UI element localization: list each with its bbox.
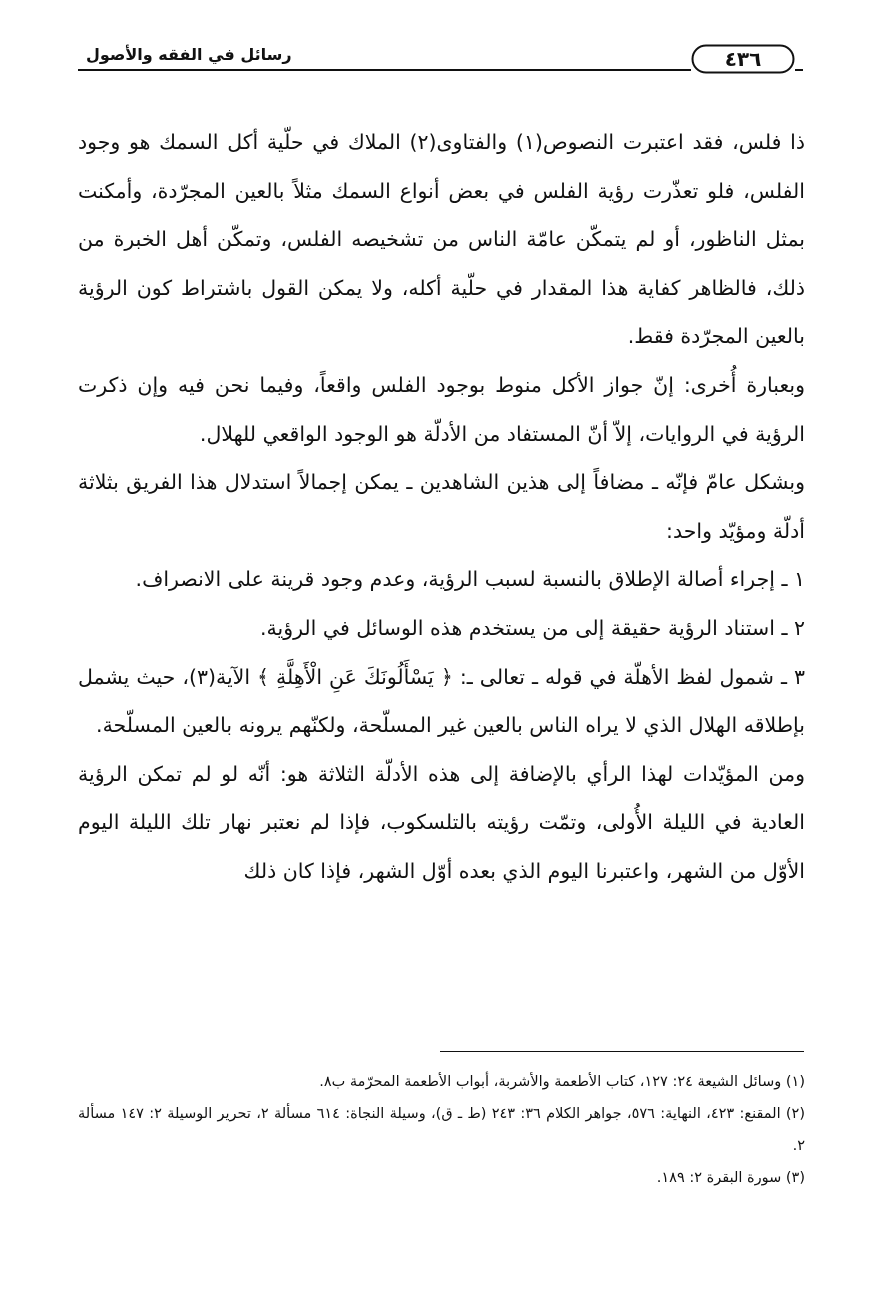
paragraph: ذا فلس، فقد اعتبرت النصوص(١) والفتاوى(٢) الملاك في حلّية أكل السمك هو وجود الفلس، فلو تعذّرت رؤية الفلس في بعض أنواع السمك مثلاً بالعين المجرّدة، وأمكنت بمثل الناظور، أو لم يتمكّن عامّة الناس من تشخيصه الفلس، وتمكّن أهل الخبرة من ذلك، فالظاهر كفاية هذا المقدار في حلّية أكله، ولا يمكن القول باشتراط كون الرؤية بالعين المجرّدة فقط. [78,130,805,349]
footnote-separator [440,1051,804,1052]
running-title: رسائل في الفقه والأصول [80,44,298,66]
page-number-badge [691,44,795,74]
main-text [78,118,805,896]
footnote: (٣) سورة البقرة ٢: ١٨٩. [656,1170,805,1186]
paragraph: وبشكل عامّ فإنّه ـ مضافاً إلى هذين الشاهدين ـ يمكن إجمالاً استدلال هذا الفريق بثلاثة أدلّة ومؤيّد واحد: [78,470,805,543]
paragraph: ومن المؤيّدات لهذا الرأي بالإضافة إلى هذه الأدلّة الثلاثة هو: أنّه لو لم تمكن الرؤية العادية في الليلة الأُولى، وتمّت رؤيته بالتلسكوب، فإذا لم نعتبر نهار تلك الليلة اليوم الأوّل من الشهر، واعتبرنا اليوم الذي بعده أوّل الشهر، فإذا كان ذلك [78,761,805,883]
list-item-1: ١ ـ إجراء أصالة الإطلاق بالنسبة لسبب الرؤية، وعدم وجود قرينة على الانصراف. [135,567,805,592]
footnote: (٢) المقنع: ٤٢٣، النهاية: ٥٧٦، جواهر الكلام ٣٦: ٢٤٣ (ط ـ ق)، وسيلة النجاة: ٦١٤ مسألة ٢، تحرير الوسيلة ٢: ١٤٧ مسألة ٢. [78,1106,806,1154]
list-item-2: ٢ ـ استناد الرؤية حقيقة إلى من يستخدم هذه الوسائل في الرؤية. [260,615,805,640]
list-item-3: ٣ ـ شمول لفظ الأهلّة في قوله ـ تعالى ـ: ﴿ يَسْأَلُونَكَ عَنِ الْأَهِلَّةِ ﴾ الآية(٣)، حيث يشمل بإطلاقه الهلال الذي لا يراه الناس بالعين غير المسلّحة، ولكنّهم يرونه بالعين المسلّحة. [78,664,805,738]
paragraph: وبعبارة أُخرى: إنّ جواز الأكل منوط بوجود الفلس واقعاً، وفيما نحن فيه وإن ذكرت الرؤية في الروايات، إلاّ أنّ المستفاد من الأدلّة هو الوجود الواقعي للهلال. [78,372,805,446]
running-header [78,38,803,78]
page-number: ٤٣٦ [724,47,762,71]
footnotes [78,1066,805,1194]
footnote: (١) وسائل الشيعة ٢٤: ١٢٧، كتاب الأطعمة والأشربة، أبواب الأطعمة المحرّمة ب٨. [319,1074,805,1090]
